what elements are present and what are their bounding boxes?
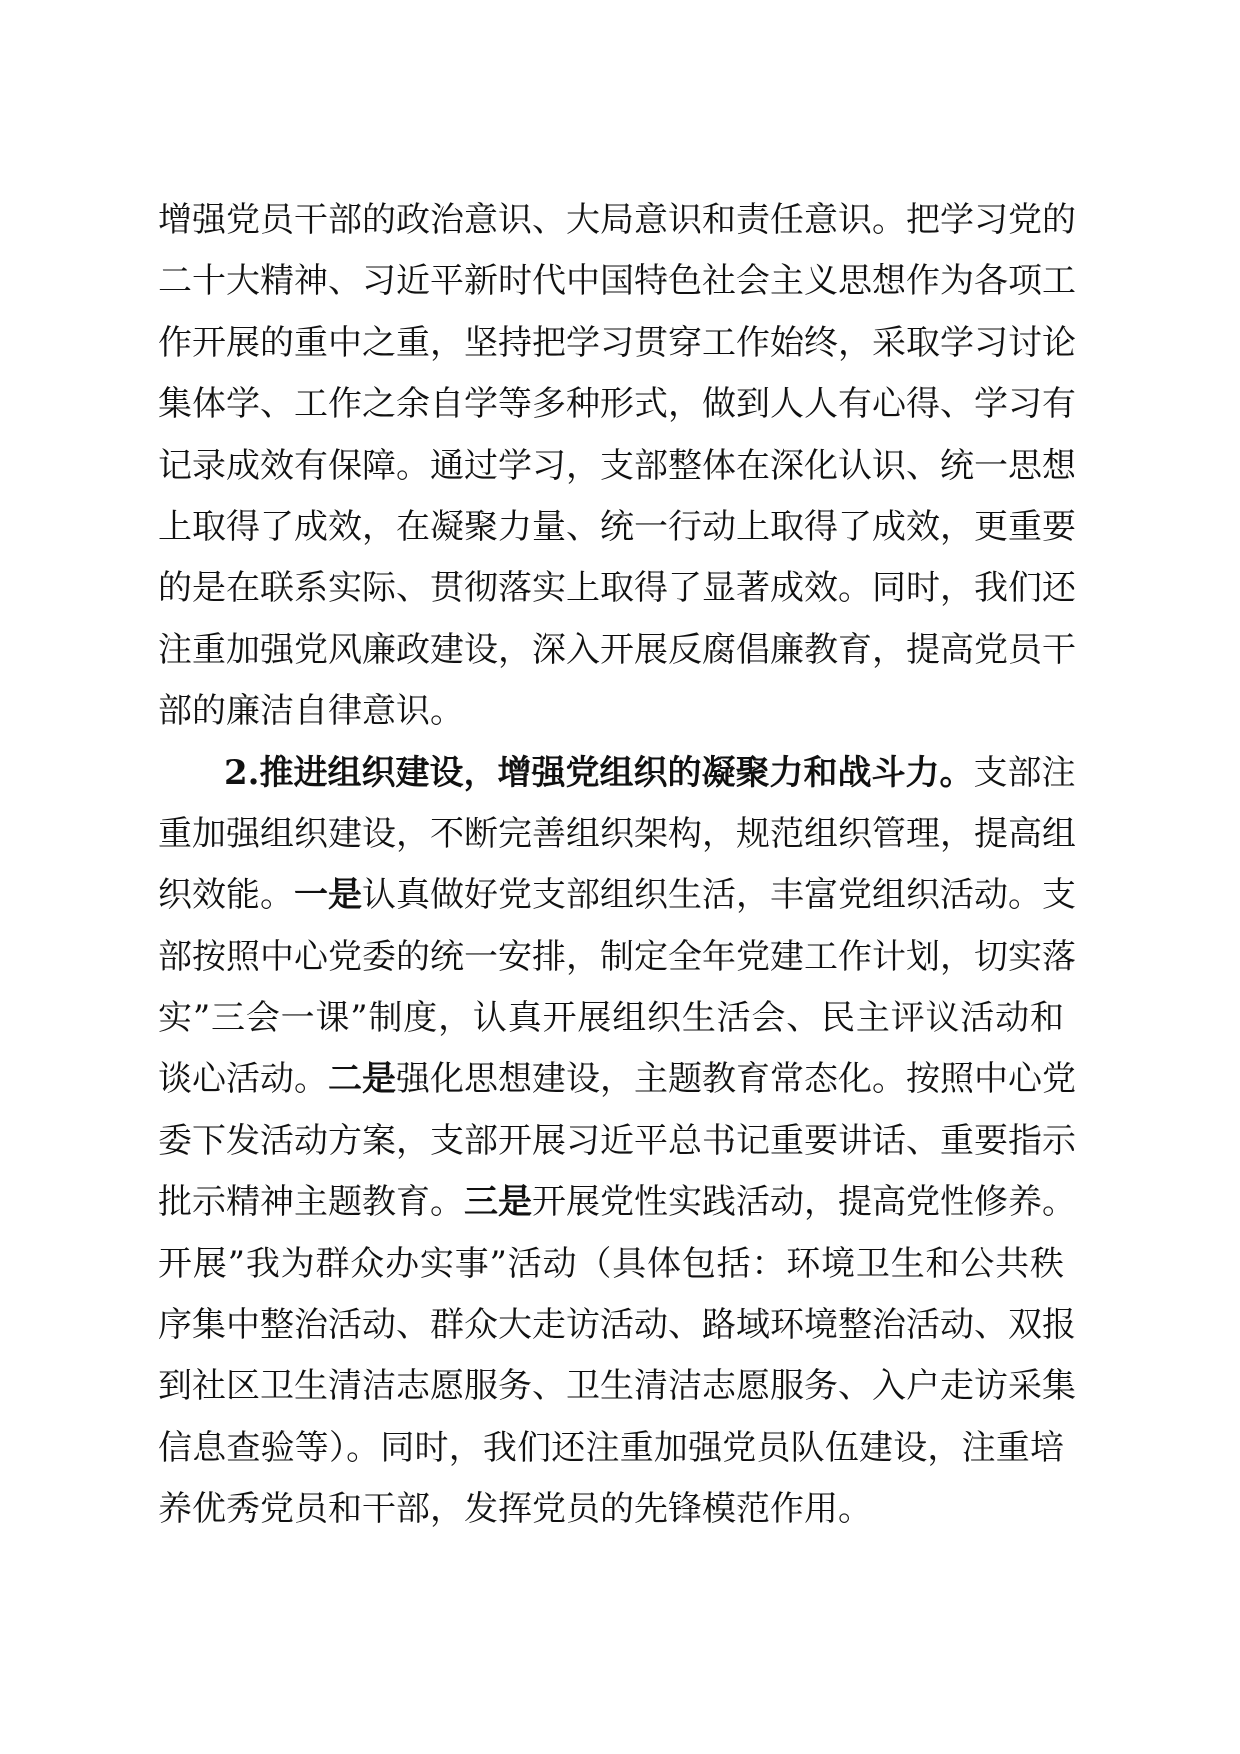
body-text — [158, 190, 1076, 1541]
text-line: 上取得了成效，在凝聚力量、统一行动上取得了成效，更重要 — [158, 506, 1076, 547]
text-line: 注重加强党风廉政建设，深入开展反腐倡廉教育，提高党员干 — [158, 629, 1076, 670]
text-line: 的是在联系实际、贯彻落实上取得了显著成效。同时，我们还 — [158, 568, 1076, 609]
text-line: 部按照中心党委的统一安排，制定全年党建工作计划，切实落 — [158, 936, 1076, 977]
text-line: 实”三会一课”制度，认真开展组织生活会、民主评议活动和 — [158, 998, 1064, 1039]
text-line — [158, 1049, 1076, 1110]
list-marker-third: 三是 — [464, 1182, 532, 1223]
text-run: 织效能。 — [158, 875, 294, 916]
text-line: 信息查验等）。同时，我们还注重加强党员队伍建设，注重培 — [158, 1427, 1064, 1468]
text-line — [158, 1172, 1076, 1233]
text-line: 集体学、工作之余自学等多种形式，做到人人有心得、学习有 — [158, 384, 1076, 425]
text-run: 认真做好党支部组织生活，丰富党组织活动。支 — [362, 875, 1076, 916]
text-line: 二十大精神、习近平新时代中国特色社会主义思想作为各项工 — [158, 261, 1076, 302]
paragraph-2 — [158, 743, 1076, 1541]
text-run: 支部注 — [973, 752, 1076, 793]
text-line: 序集中整治活动、群众大走访活动、路域环境整治活动、双报 — [158, 1305, 1076, 1346]
text-line: 到社区卫生清洁志愿服务、卫生清洁志愿服务、入户走访采集 — [158, 1366, 1076, 1407]
text-line: 养优秀党员和干部，发挥党员的先锋模范作用。 — [158, 1489, 872, 1530]
text-run: 批示精神主题教育。 — [158, 1182, 464, 1223]
text-line: 增强党员干部的政治意识、大局意识和责任意识。把学习党的 — [158, 200, 1076, 240]
list-marker-second: 二是 — [328, 1059, 396, 1100]
text-line — [158, 743, 1076, 804]
text-run: 开展党性实践活动，提高党性修养。 — [532, 1182, 1076, 1223]
text-line — [158, 865, 1076, 926]
text-line: 记录成效有保障。通过学习，支部整体在深化认识、统一思想 — [158, 445, 1076, 486]
paragraph-1 — [158, 190, 1076, 743]
list-marker-first: 一是 — [294, 875, 362, 916]
text-line: 作开展的重中之重，坚持把学习贯穿工作始终，采取学习讨论 — [158, 322, 1076, 363]
text-run: 强化思想建设，主题教育常态化。按照中心党 — [396, 1059, 1076, 1100]
section-heading: 2.推进组织建设，增强党组织的凝聚力和战斗力。 — [224, 752, 974, 793]
text-line: 委下发活动方案，支部开展习近平总书记重要讲话、重要指示 — [158, 1120, 1076, 1161]
text-line: 开展”我为群众办实事”活动（具体包括：环境卫生和公共秩 — [158, 1243, 1064, 1284]
text-line: 部的廉洁自律意识。 — [158, 691, 464, 732]
text-line: 重加强组织建设，不断完善组织架构，规范组织管理，提高组 — [158, 813, 1076, 854]
text-run: 谈心活动。 — [158, 1059, 328, 1100]
